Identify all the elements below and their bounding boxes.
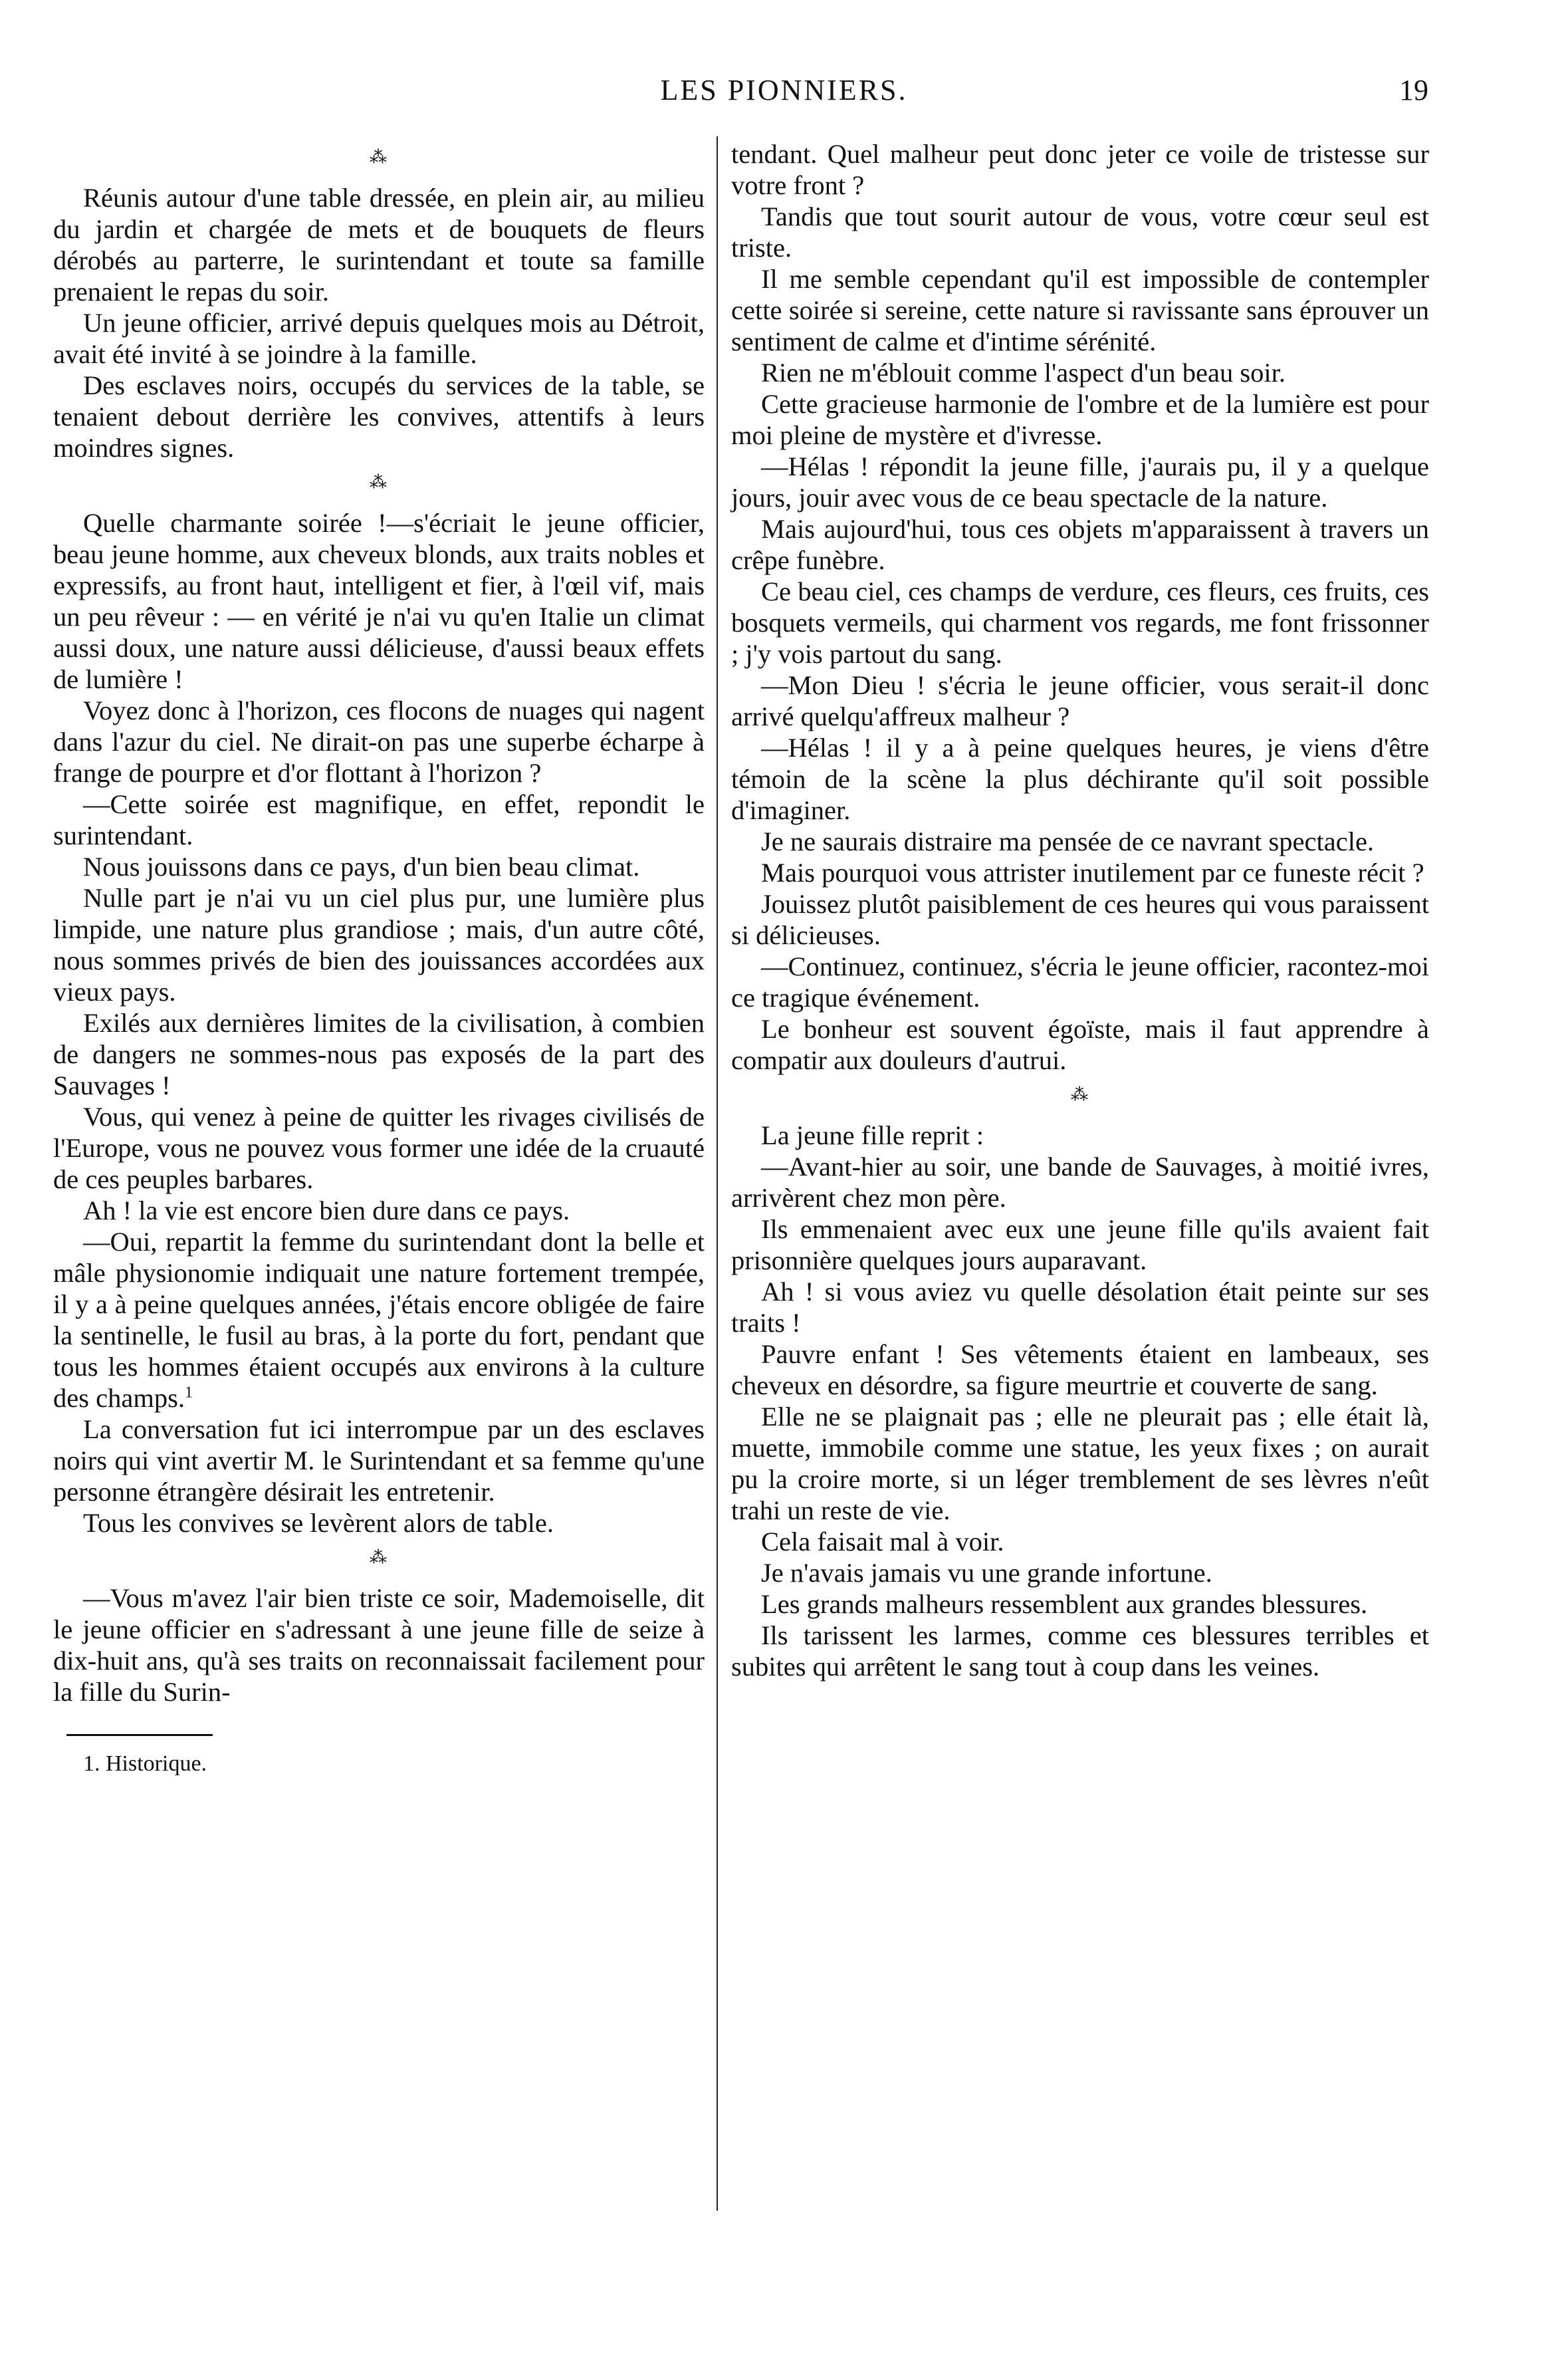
paragraph: Des esclaves noirs, occupés du services de la table, se tenaient debout derrière les convives, attentifs à leurs moindres signes.	[53, 370, 705, 463]
paragraph: Ce beau ciel, ces champs de verdure, ces fleurs, ces fruits, ces bosquets vermeils, qui charment vos regards, me font frissonner ; j'y vois partout du sang.	[731, 576, 1429, 669]
left-column	[53, 138, 705, 1777]
paragraph: Ils emmenaient avec eux une jeune fille qu'ils avaient fait prisonnière quelques jours auparavant.	[731, 1214, 1429, 1275]
paragraph: Cette gracieuse harmonie de l'ombre et de la lumière est pour moi pleine de mystère et d'ivresse.	[731, 389, 1429, 450]
paragraph: Un jeune officier, arrivé depuis quelques mois au Détroit, avait été invité à se joindre à la famille.	[53, 308, 705, 369]
section-ornament: ⁂	[1071, 1085, 1089, 1104]
paragraph: —Continuez, continuez, s'écria le jeune officier, racontez-moi ce tragique événement.	[731, 951, 1429, 1013]
column-rule	[717, 136, 718, 2211]
paragraph: Quelle charmante soirée !—s'écriait le jeune officier, beau jeune homme, aux cheveux blonds, aux traits nobles et expressifs, au front haut, intelligent et fier, à l'œil vif, mais un peu rêveur : — en vérité je n'ai vu qu'en Italie un climat aussi doux, une nature aussi délicieuse, d'aussi beaux effets de lumière !	[53, 508, 705, 694]
footnote: 1. Historique.	[83, 1751, 207, 1776]
paragraph: La conversation fut ici interrompue par un des esclaves noirs qui vint avertir M. le Surintendant et sa femme qu'une personne étrangère désirait les entretenir.	[53, 1414, 705, 1507]
section-ornament: ⁂	[370, 1548, 388, 1567]
paragraph: Nous jouissons dans ce pays, d'un bien beau climat.	[83, 852, 640, 882]
paragraph: Les grands malheurs ressemblent aux grandes blessures.	[761, 1589, 1368, 1619]
section-ornament: ⁂	[370, 148, 388, 167]
paragraph-continued: tendant. Quel malheur peut donc jeter ce voile de tristesse sur votre front ?	[731, 139, 1429, 200]
running-title: LES PIONNIERS.	[660, 74, 908, 106]
paragraph: Jouissez plutôt paisiblement de ces heures qui vous paraissent si délicieuses.	[731, 889, 1429, 950]
paragraph	[53, 1226, 705, 1414]
paragraph: Tous les convives se levèrent alors de table.	[83, 1508, 554, 1538]
paragraph: —Cette soirée est magnifique, en effet, repondit le surintendant.	[53, 789, 705, 850]
paragraph: —Hélas ! répondit la jeune fille, j'aurais pu, il y a quelque jours, jouir avec vous de ce beau spectacle de la nature.	[731, 451, 1429, 513]
paragraph: —Avant-hier au soir, une bande de Sauvages, à moitié ivres, arrivèrent chez mon père.	[731, 1152, 1429, 1213]
paragraph: Mais aujourd'hui, tous ces objets m'apparaissent à travers un crêpe funèbre.	[731, 514, 1429, 575]
paragraph: Tandis que tout sourit autour de vous, votre cœur seul est triste.	[731, 201, 1429, 263]
right-column	[731, 138, 1429, 1682]
paragraph: Exilés aux dernières limites de la civilisation, à combien de dangers ne sommes-nous pas exposés de la part des Sauvages !	[53, 1008, 705, 1100]
paragraph: Ils tarissent les larmes, comme ces blessures terribles et subites qui arrêtent le sang tout à coup dans les veines.	[731, 1620, 1429, 1682]
paragraph: Pauvre enfant ! Ses vêtements étaient en lambeaux, ses cheveux en désordre, sa figure meurtrie et couverte de sang.	[731, 1339, 1429, 1400]
paragraph: La jeune fille reprit :	[761, 1120, 984, 1150]
paragraph: Il me semble cependant qu'il est impossible de contempler cette soirée si sereine, cette nature si ravissante sans éprouver un sentiment de calme et d'intime sérénité.	[731, 264, 1429, 356]
paragraph: Réunis autour d'une table dressée, en plein air, au milieu du jardin et chargée de mets et de bouquets de fleurs dérobés au parterre, le surintendant et toute sa famille prenaient le repas du soir.	[53, 183, 705, 307]
paragraph: Nulle part je n'ai vu un ciel plus pur, une lumière plus limpide, une nature plus grandiose ; mais, d'un autre côté, nous sommes privés de bien des jouissances accordées aux vieux pays.	[53, 883, 705, 1007]
paragraph: Voyez donc à l'horizon, ces flocons de nuages qui nagent dans l'azur du ciel. Ne dirait-on pas une superbe écharpe à frange de pourpre et d'or flottant à l'horizon ?	[53, 695, 705, 788]
paragraph: —Vous m'avez l'air bien triste ce soir, Mademoiselle, dit le jeune officier en s'adressant à une jeune fille de seize à dix-huit ans, qu'à ses traits on reconnaissait facilement pour la fille du Surin-	[53, 1583, 705, 1707]
paragraph: Ah ! si vous aviez vu quelle désolation était peinte sur ses traits !	[731, 1277, 1429, 1338]
paragraph: Elle ne se plaignait pas ; elle ne pleurait pas ; elle était là, muette, immobile comme une statue, les yeux fixes ; on aurait pu la croire morte, si un léger tremblement de ses lèvres n'eût trahi un reste de vie.	[731, 1402, 1429, 1525]
paragraph-text: —Oui, repartit la femme du surintendant dont la belle et mâle physionomie indiquait une nature fortement trempée, il y a à peine quelques années, j'étais encore obligée de faire la sentinelle, le fusil au bras, à la porte du fort, pendant que tous les hommes étaient occupés aux environs à la culture des champs.	[53, 1227, 705, 1413]
running-head	[0, 73, 1568, 113]
paragraph: Je n'avais jamais vu une grande infortune.	[761, 1558, 1212, 1588]
paragraph: Cela faisait mal à voir.	[761, 1527, 1004, 1557]
paragraph: Vous, qui venez à peine de quitter les rivages civilisés de l'Europe, vous ne pouvez vous former une idée de la cruauté de ces peuples barbares.	[53, 1102, 705, 1194]
paragraph: —Mon Dieu ! s'écria le jeune officier, vous serait-il donc arrivé quelqu'affreux malheur ?	[731, 670, 1429, 731]
paragraph: Je ne saurais distraire ma pensée de ce navrant spectacle.	[761, 826, 1375, 856]
paragraph: Ah ! la vie est encore bien dure dans ce pays.	[83, 1195, 570, 1225]
footnote-marker: 1	[184, 1384, 193, 1402]
paragraph: Le bonheur est souvent égoïste, mais il faut apprendre à compatir aux douleurs d'autrui.	[731, 1014, 1429, 1075]
page-number: 19	[1399, 74, 1428, 106]
paragraph: Mais pourquoi vous attrister inutilement par ce funeste récit ?	[761, 858, 1424, 888]
footnote-rule	[66, 1734, 213, 1736]
paragraph: —Hélas ! il y a à peine quelques heures, je viens d'être témoin de la scène la plus déchirante qu'il soit possible d'imaginer.	[731, 733, 1429, 825]
section-ornament: ⁂	[370, 473, 388, 492]
paragraph: Rien ne m'éblouit comme l'aspect d'un beau soir.	[761, 358, 1286, 388]
